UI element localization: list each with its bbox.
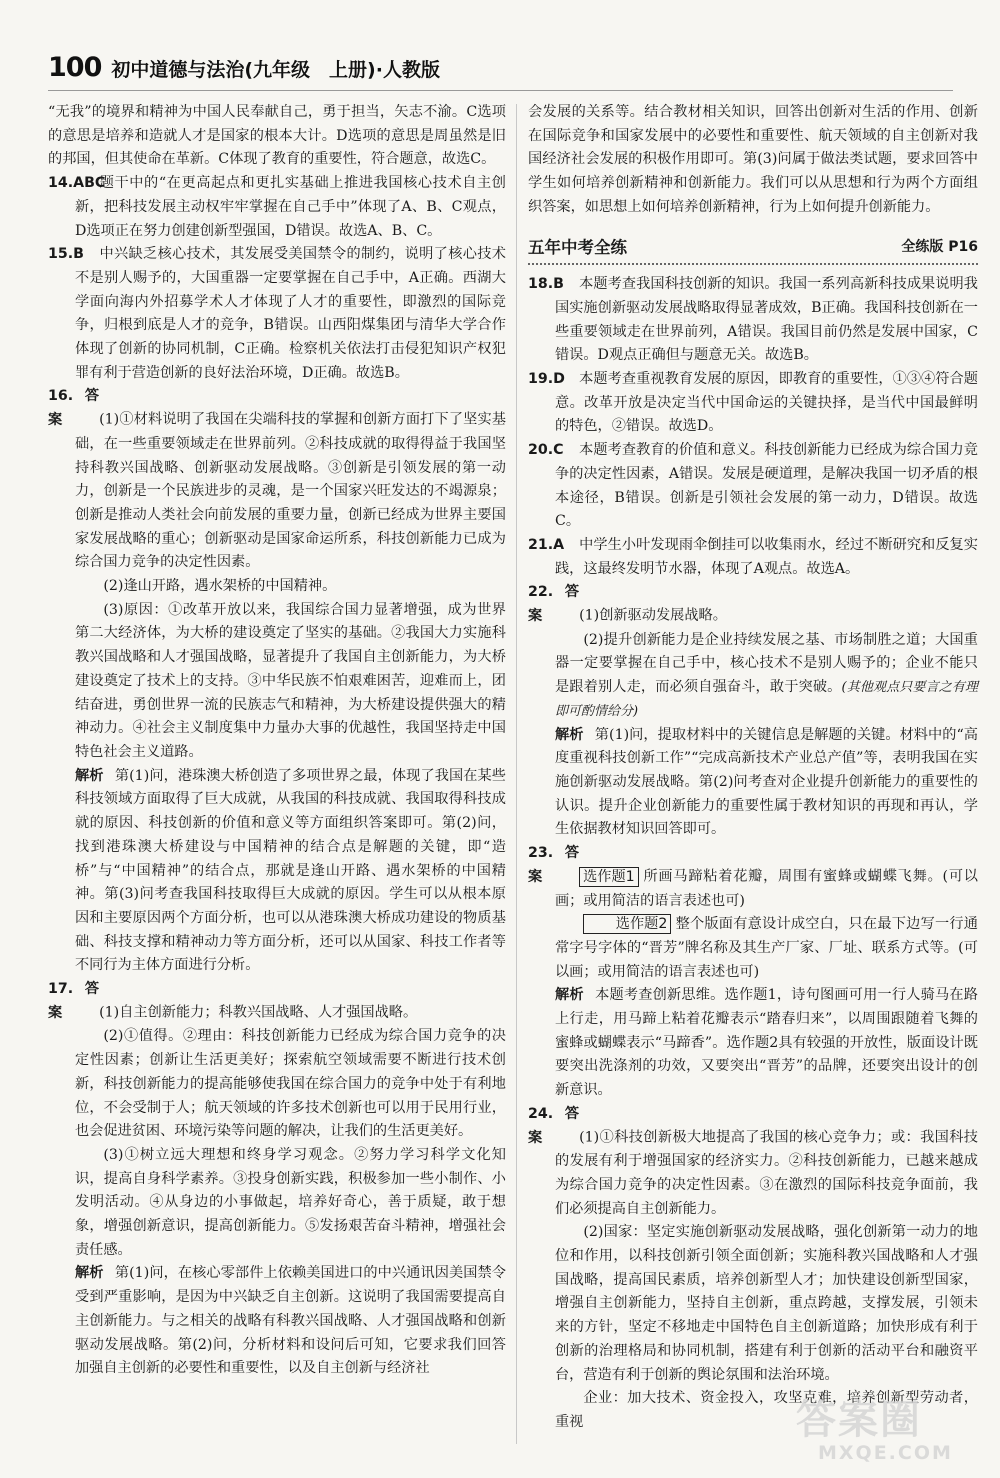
section-title: 五年中考全练 — [528, 237, 627, 257]
answer-item-17 — [48, 978, 506, 1381]
page-header — [48, 52, 953, 88]
item-number: 21.A — [528, 536, 565, 553]
section-header — [528, 236, 978, 266]
book-title: 初中道德与法治(九年级 上册)·人教版 — [111, 59, 440, 81]
item-text: 中学生小叶发现雨伞倒挂可以收集雨水，经过不断研究和反复实践，这最终发明节水器，体现了A观点。故选A。 — [554, 536, 978, 577]
option-box-2: 选作题2 — [583, 914, 671, 934]
item-number: 15.B — [48, 246, 84, 263]
item-number: 22.答案 — [528, 584, 580, 625]
answer-item-21 — [528, 534, 978, 581]
item-text: (1)①科技创新极大地提高了我国的核心竞争力；或：我国科技的发展有利于增强国家的经济实力。②科技创新能力，已越来越成为综合国力竞争的决定性因素。③在激烈的国际科技竞争面前，我们必须提高自主创新能力。 — [554, 1129, 978, 1217]
answer-item-14 — [48, 172, 506, 243]
analysis-label: 解析 — [74, 1265, 104, 1282]
option-box-1: 选作题1 — [579, 867, 639, 887]
column-divider — [516, 104, 517, 1444]
analysis-text: 第(1)问，港珠澳大桥创造了多项世界之最，体现了我国在某些科技领域方面取得了巨大成就，从我国的科技成就、我国取得科技成就的原因、科技创新的价值和意义等方面组织答案即可。第(2)问，找到港珠澳大桥建设与中国精神的结合点是解题的关键，即“造桥”与“中国精神”的结合点，那就是逢山开路、遇水架桥的中国精神。第(3)问考查我国科技取得巨大成就的原因。学生可以从根本原因和主要原因两个方面分析，也可以从港珠澳大桥成功建设的物质基础、科技支撑和精神动力等方面分析，还可以从国家、科技工作者等不同行为主体方面进行分析。 — [74, 767, 506, 974]
analysis — [75, 765, 506, 978]
item-text: 所画马蹄粘着花瓣，周围有蜜蜂或蝴蝶飞舞。(可以画；或用简洁的语言表述也可) — [554, 868, 978, 909]
item-text: 中兴缺乏核心技术，其发展受美国禁令的制约，说明了核心技术不是别人赐予的，大国重器一定要掌握在自己手中，A正确。西湖大学面向海内外招募学术人才体现了人才的重要性，即激烈的国际竞争，归根到底是人才的竞争，B错误。山西阳煤集团与清华大学合作体现了创新的协同机制，C正确。检察机关依法打击侵犯知识产权犯罪有利于营造创新的良好法治环境，D正确。故选B。 — [74, 246, 506, 381]
continued-text: “无我”的境界和精神为中国人民奉献自己，勇于担当，矢志不渝。C选项的意思是培养和造就人才是国家的根本大计。D选项的意思是周虽然是旧的邦国，但其使命在革新。C体现了教育的重要性，符合题意，故选C。 — [48, 104, 506, 168]
item-text: (2)①值得。②理由：科技创新能力已经成为综合国力竞争的决定性因素；创新让生活更美好；探索航空领域需要不断进行技术创新，科技创新能力的提高能够使我国在综合国力的竞争中处于有利地位，不会受制于人；航天领域的许多技术创新也可以用于民用行业，也会促进贫困、环境污染等问题的解决，让我们的生活更美好。 — [74, 1028, 506, 1140]
continued-text: 会发展的关系等。结合教材相关知识，回答出创新对生活的作用、创新在国际竞争和国家发展中的必要性和重要性、航天领域的自主创新对我国经济社会发展的积极作用即可。第(3)问属于做法类试题，要求回答中学生如何培养创新精神和创新能力。我们可以从思想和行为两个方面组织答案，如思想上如何培养创新精神，行为上如何提升创新能力。 — [528, 104, 978, 215]
answer-item-16 — [48, 385, 506, 978]
item-text: (3)①树立远大理想和终身学习观念。②努力学习科学文化知识，提高自身科学素养。③投身创新实践，积极参加一些小制作、小发明活动。④从身边的小事做起，培养好奇心，善于质疑，敢于想象，增强创新意识，提高创新能力。⑤发扬艰苦奋斗精神，增强社会责任感。 — [74, 1146, 506, 1258]
answer-item-22 — [528, 581, 978, 842]
watermark-line-2: MXQE.COM — [818, 1442, 953, 1464]
item-number: 24.答案 — [528, 1105, 580, 1146]
answer-item-15 — [48, 243, 506, 385]
item-text: 选作题2 整个版面有意设计成空白，只在最下边写一行通常字号字体的“晋芳”牌名称及其生产厂家、厂址、联系方式等。(可以画；或用简洁的语言表述也可) — [554, 916, 978, 980]
item-text: (1)自主创新能力；科教兴国战略、人才强国战略。 — [99, 1004, 418, 1021]
analysis-label: 解析 — [74, 767, 104, 784]
item-number: 14.ABC — [48, 175, 106, 192]
page-number: 100 — [48, 52, 102, 83]
analysis-label: 解析 — [554, 987, 584, 1004]
answer-item-23 — [528, 842, 978, 1103]
right-column — [528, 101, 978, 1435]
watermark-line-1: 答案圈 — [796, 1397, 922, 1443]
item-text: (1)①材料说明了我国在尖端科技的掌握和创新方面打下了坚实基础，在一些重要领域走在世界前列。②科技成就的取得得益于我国坚持科教兴国战略、创新驱动发展战略。③创新是引领发展的第一动力，创新是一个民族进步的灵魂，是一个国家兴旺发达的不竭源泉；创新是推动人类社会向前发展的重要力量，创新已经成为世界主要国家发展战略的重心；创新驱动是国家命运所系，科技创新能力已成为综合国力竞争的决定性因素。 — [74, 412, 506, 571]
item-number: 20.C — [528, 442, 564, 459]
item-text: (2)国家：坚定实施创新驱动发展战略，强化创新第一动力的地位和作用，以科技创新引领全面创新；实施科教兴国战略和人才强国战略，提高国民素质，培养创新型人才；加快建设创新型国家，增强自主创新能力，坚持自主创新，重点跨越，支撑发展，引领未来的方针，坚定不移地走中国特色自主创新道路；加快形成有利于创新的治理格局和协同机制，搭建有利于创新的活动平台和融资平台，营造有利于创新的舆论氛围和法治环境。 — [554, 1224, 978, 1383]
item-text: (2)逢山开路，遇水架桥的中国精神。 — [103, 578, 337, 595]
item-number: 23.答案 — [528, 845, 580, 885]
analysis — [555, 984, 978, 1103]
item-text: 本题考查我国科技创新的知识。我国一系列高新科技成果说明我国实施创新驱动发展战略取得显著成效，B正确。我国科技创新在一些重要领域走在世界前列，A错误。我国目前仍然是发展中国家，C错误。D观点正确但与题意无关。故选B。 — [554, 276, 978, 364]
item-text: (3)原因：①改革开放以来，我国综合国力显著增强，成为世界第二大经济体，为大桥的建设奠定了坚实的基础。②我国大力实施科教兴国战略和人才强国战略，显著提升了我国自主创新能力，为大桥建设奠定了技术上的支持。③中华民族不怕艰难困苦，迎难而上，团结奋进，勇创世界一流的民族志气和精神，为大桥建设提供强大的精神动力。④社会主义制度集中力量办大事的优越性，我国坚持走中国特色社会主义道路。 — [74, 601, 506, 760]
item-text: 本题考查重视教育发展的原因，即教育的重要性，①③④符合题意。改革开放是决定当代中国命运的关键抉择，是当代中国最鲜明的特色，②错误。故选D。 — [554, 371, 978, 435]
item-text: (1)创新驱动发展战略。 — [579, 608, 727, 625]
analysis-text: 第(1)问，在核心零部件上依赖美国进口的中兴通讯因美国禁令受到严重影响，是因为中兴缺乏自主创新。这说明了我国需要提高自主创新能力。与之相关的战略有科教兴国战略、人才强国战略和创新驱动发展战略。第(2)问，分析材料和设问后可知，它要求我们回答加强自主创新的必要性和重要性，以及自主创新与经济社 — [74, 1265, 506, 1377]
item-text: 企业：加大技术、资金投入，攻坚克难，培养创新型劳动者，重视 — [554, 1390, 978, 1430]
item-text: 本题考查教育的价值和意义。科技创新能力已经成为综合国力竞争的决定性因素，A错误。发展是硬道理，是解决我国一切矛盾的根本途径，B错误。创新是引领社会发展的第一动力，D错误。故选C。 — [554, 442, 978, 530]
header-rule — [48, 90, 953, 91]
analysis — [555, 724, 978, 843]
analysis-text: 本题考查创新思维。选作题1，诗句图画可用一行人骑马在路上行走，用马蹄上粘着花瓣表示“踏春归来”，以周围跟随着飞舞的蜜蜂或蝴蝶表示“马蹄香”。选作题2具有较强的开放性，版面设计既要突出洗涤剂的功效，又要突出“晋芳”的品牌，还要突出设计的创新意识。 — [554, 987, 978, 1099]
analysis — [75, 1262, 506, 1381]
scoring-note: (其他观点只要言之有理即可酌情给分) — [554, 680, 978, 719]
analysis-label: 解析 — [554, 726, 584, 743]
item-text: (2)提升创新能力是企业持续发展之基、市场制胜之道；大国重器一定要掌握在自己手中，核心技术不是别人赐予的；企业不能只是跟着别人走，而必须自强奋斗，敢于突破。(其他观点只要言之有理即可酌情给分) — [554, 631, 978, 719]
answer-item-20 — [528, 439, 978, 534]
item-number: 19.D — [528, 371, 565, 388]
section-page-ref: 全练版 P16 — [901, 238, 978, 255]
item-number: 16.答案 — [48, 388, 100, 429]
answer-item-19 — [528, 368, 978, 439]
item-number: 18.B — [528, 276, 564, 293]
watermark-logo — [796, 1398, 986, 1470]
answer-item-24 — [528, 1103, 978, 1435]
item-number: 17.答案 — [48, 981, 100, 1021]
answer-item-18 — [528, 273, 978, 368]
analysis-text: 第(1)问，提取材料中的关键信息是解题的关键。材料中的“高度重视科技创新工作”“完成高新技术产业总产值”等，表明我国在实施创新驱动发展战略。第(2)问考查对企业提升创新能力的重要性的认识。提升企业创新能力的重要性属于教材知识的再现和再认，学生依据教材知识回答即可。 — [554, 726, 978, 838]
item-text: 题干中的“在更高起点和更扎实基础上推进我国核心技术自主创新，把科技发展主动权牢牢掌握在自己手中”体现了A、B、C观点，D选项正在努力创建创新型强国，D错误。故选A、B、C。 — [74, 175, 506, 239]
left-column — [48, 101, 506, 1381]
